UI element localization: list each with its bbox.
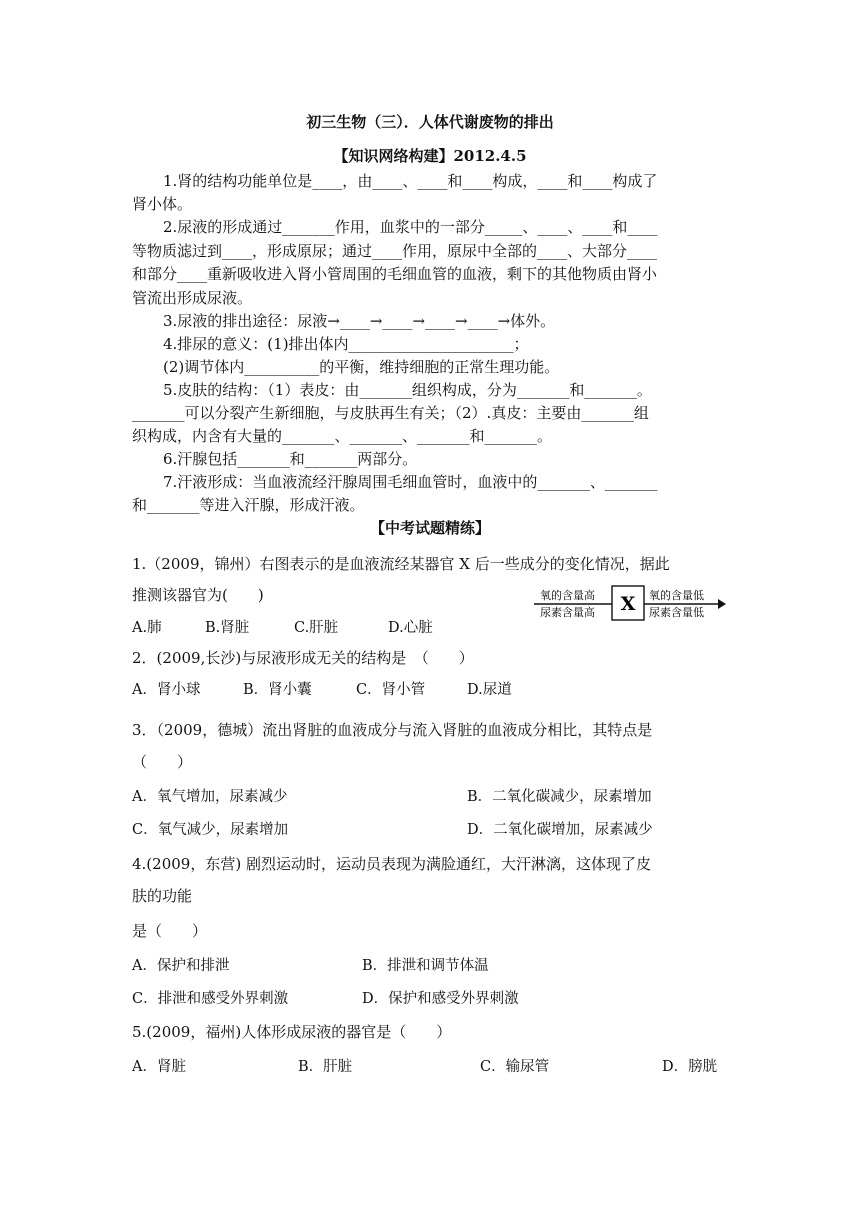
question-1-text: 1.（2009，锦州）右图表示的是血液流经某器官 X 后一些成分的变化情况，据此 (132, 555, 670, 573)
question-4-text: 肤的功能 (132, 887, 193, 905)
option: C．输尿管 (480, 1059, 550, 1075)
option: C．排泄和感受外界刺激 (132, 991, 289, 1007)
knowledge-line: 肾小体。 (132, 195, 193, 213)
option: D．二氧化碳增加，尿素减少 (467, 822, 653, 838)
option: C．肾小管 (356, 682, 426, 698)
question-2-text: 2．(2009,长沙)与尿液形成无关的结构是 （ ） (132, 649, 474, 667)
knowledge-line: 4.排尿的意义：(1)排出体内______________________； (163, 335, 529, 353)
question-4-text: 是（ ） (132, 922, 208, 940)
knowledge-line: 和_______等进入汗腺，形成汗液。 (132, 496, 365, 514)
option: B.肾脏 (205, 620, 250, 636)
page-title: 初三生物（三）．人体代谢废物的排出 (306, 113, 554, 131)
question-4-text: 4.(2009，东营) 剧烈运动时，运动员表现为满脸通红，大汗淋漓，这体现了皮 (132, 855, 651, 873)
option: B．肝脏 (298, 1059, 353, 1075)
diagram-label: 尿素含量高 (540, 606, 595, 619)
knowledge-line: 和部分____重新吸收进入肾小管周围的毛细血管的血液，剩下的其他物质由肾小 (132, 265, 658, 283)
option: A.肺 (132, 620, 162, 636)
option: A．肾小球 (132, 682, 201, 698)
knowledge-line: 7.汗液形成：当血液流经汗腺周围毛细血管时，血液中的_______、_______ (163, 473, 658, 491)
knowledge-line: 5.皮肤的结构：（1）表皮：由_______组织构成，分为_______和_______。 (163, 381, 652, 399)
knowledge-line: 管流出形成尿液。 (132, 289, 253, 307)
knowledge-line: 3.尿液的排出途径：尿液→____→____→____→____→体外。 (163, 312, 556, 330)
diagram-label: 氧的含量低 (649, 589, 704, 602)
option: B．肾小囊 (243, 682, 312, 698)
option: C.肝脏 (294, 620, 339, 636)
section-heading-exam: 【中考试题精练】 (369, 519, 490, 537)
question-1-text: 推测该器官为( ) (132, 586, 264, 604)
option: D．保护和感受外界刺激 (362, 991, 519, 1007)
question-3-text: 3．（2009，德城）流出肾脏的血液成分与流入肾脏的血液成分相比，其特点是 (132, 721, 653, 739)
knowledge-line: 2.尿液的形成通过_______作用，血浆中的一部分_____、____、____和____ (163, 218, 658, 236)
diagram-label: 氧的含量高 (540, 589, 595, 602)
knowledge-line: (2)调节体内__________的平衡，维持细胞的正常生理功能。 (163, 358, 560, 376)
knowledge-line: 6.汗腺包括_______和_______两部分。 (163, 450, 418, 468)
question-3-text: （ ） (132, 753, 193, 771)
knowledge-line: 1.肾的结构功能单位是____，由____、____和____构成，____和____构成了 (163, 172, 658, 190)
option: A．肾脏 (132, 1059, 186, 1075)
blood-flow-diagram (532, 584, 728, 624)
section-heading-knowledge: 【知识网络构建】2012.4.5 (333, 147, 527, 165)
organ-x-label: X (620, 593, 636, 615)
knowledge-line: 等物质滤过到____，形成原尿；通过____作用，原尿中全部的____、大部分____ (132, 242, 658, 260)
option: B．二氧化碳减少，尿素增加 (467, 789, 652, 805)
knowledge-line: 织构成，内含有大量的_______、_______、_______和_______。 (132, 427, 553, 445)
question-5-text: 5.(2009，福州)人体形成尿液的器官是（ ） (132, 1023, 452, 1041)
option: D．膀胱 (662, 1059, 718, 1075)
option: A．保护和排泄 (132, 958, 230, 974)
option: D.心脏 (388, 620, 433, 636)
arrow-head-icon (718, 599, 726, 609)
diagram-label: 尿素含量低 (649, 606, 704, 619)
option: D.尿道 (467, 682, 512, 698)
knowledge-line: _______可以分裂产生新细胞，与皮肤再生有关；（2）.真皮：主要由_______组 (132, 404, 649, 422)
option: B．排泄和调节体温 (362, 958, 489, 974)
option: C．氧气减少，尿素增加 (132, 822, 289, 838)
option: A．氧气增加，尿素减少 (132, 789, 288, 805)
